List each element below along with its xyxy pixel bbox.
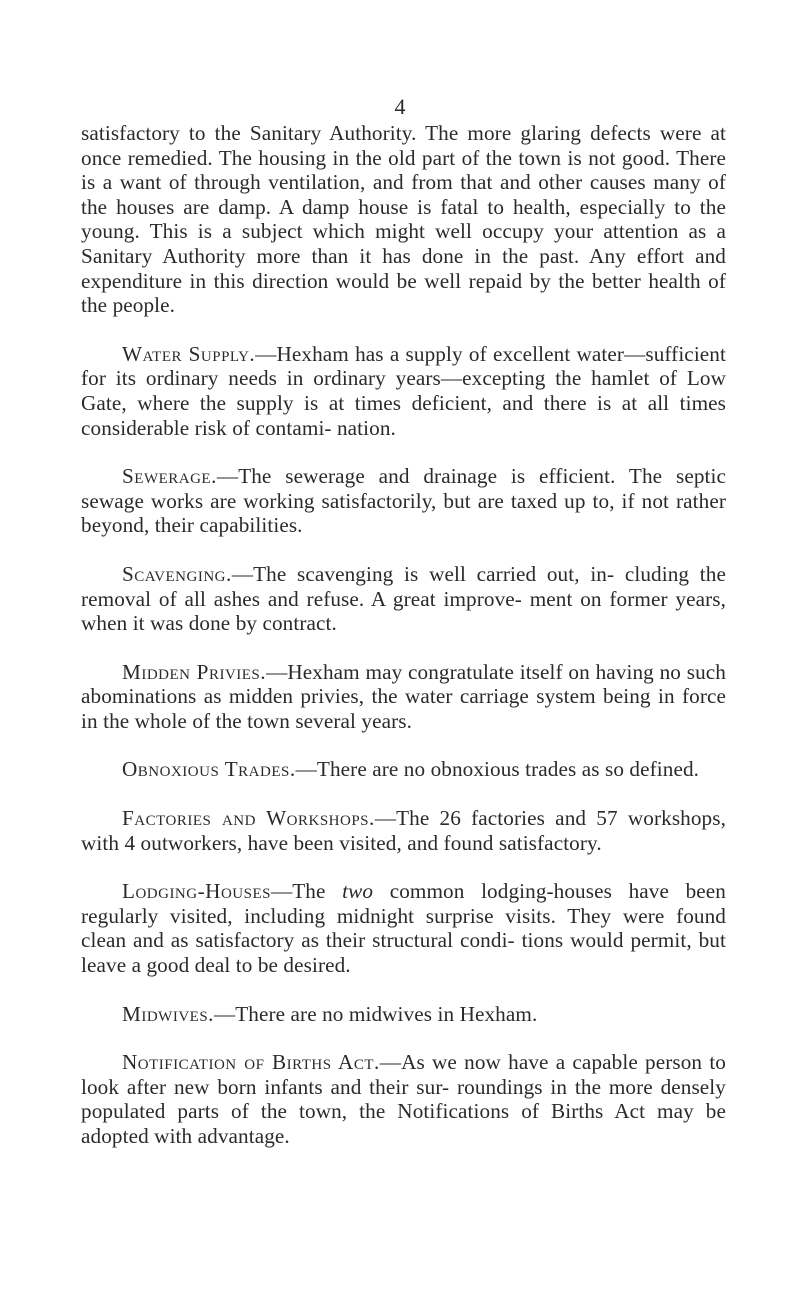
body-text [81,121,726,1173]
paragraph-obnoxious-trades [81,757,726,782]
heading-midden-privies: Midden Privies. [122,659,267,684]
text-notification-births: —As we now have a capable person to look after new born infants and their sur- roundings in the more densely populated parts of the town, the Notifications of Births Act may be adopted with advantage. [81,1050,726,1148]
paragraph-midwives [81,1002,726,1027]
heading-notification-births: Notification of Births Act. [122,1050,380,1075]
text-factories-workshops: —The 26 factories and 57 workshops, with 4 outworkers, have been visited, and found satisfactory. [81,806,726,855]
text-lodging-houses-emphasis: two [342,879,374,904]
heading-scavenging: Scavenging. [122,561,232,586]
paragraph-lodging-houses [81,879,726,977]
paragraph-scavenging [81,562,726,636]
paragraph-sewerage [81,464,726,538]
heading-factories-workshops: Factories and Workshops. [122,806,375,831]
heading-lodging-houses: Lodging-Houses [122,879,271,904]
text-midden-privies: —Hexham may congratulate itself on having no such abominations as midden privies, the water carriage system being in force in the whole of the town several years. [81,659,726,733]
heading-obnoxious-trades: Obnoxious Trades. [122,757,296,782]
text-sewerage: —The sewerage and drainage is efficient. The septic sewage works are working satisfactorily, but are taxed up to, if not rather beyond, their capabilities. [81,464,726,538]
text-obnoxious-trades: —There are no obnoxious trades as so defined. [295,757,700,782]
intro-paragraph: satisfactory to the Sanitary Authority. The more glaring defects were at once remedied. The housing in the old part of the town is not good. There is a want of through ventilation, and from that and other causes many of the houses are damp. A damp house is fatal to health, especially to the young. This is a subject which might well occupy your attention as a Sanitary Authority more than it has done in the past. Any effort and expenditure in this direction would be well repaid by the better health of the people. [81,121,726,318]
paragraph-notification-births [81,1050,726,1148]
paragraph-water-supply [81,342,726,440]
heading-water-supply: Water Supply. [122,341,256,366]
page-number: 4 [394,94,406,119]
text-lodging-houses-before: —The [270,879,343,904]
heading-sewerage: Sewerage. [122,464,217,489]
paragraph-midden-privies [81,660,726,734]
text-lodging-houses-after: common lodging-houses have been regularly visited, including midnight surprise visits. They were found clean and as satisfactory as their structural condi- tions would permit, but leave a good deal to be desired. [81,879,726,978]
text-midwives: —There are no midwives in Hexham. [213,1001,538,1026]
text-scavenging: —The scavenging is well carried out, in- cluding the removal of all ashes and refuse. A great improve- ment on former years, when it was done by contract. [81,561,726,636]
text-water-supply: —Hexham has a supply of excellent water—sufficient for its ordinary needs in ordinary years—excepting the hamlet of Low Gate, where the supply is at times deficient, and there is at all times considerable risk of contami- nation. [81,341,726,440]
heading-midwives: Midwives. [122,1001,214,1026]
paragraph-factories-workshops [81,806,726,855]
